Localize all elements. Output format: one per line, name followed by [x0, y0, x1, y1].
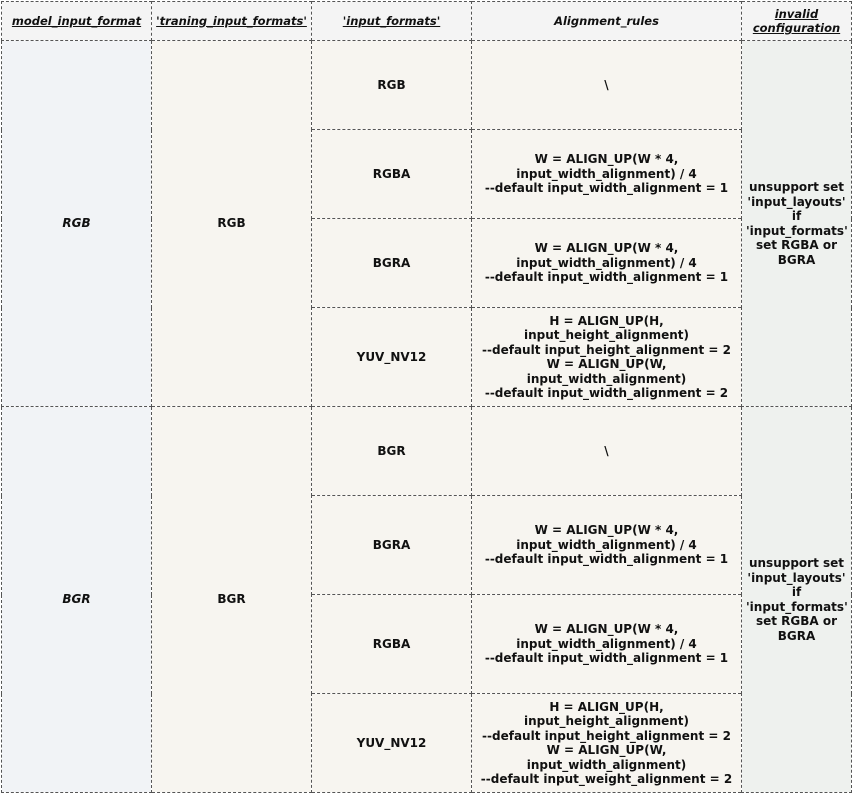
alignment-rule-cell: [472, 41, 742, 130]
alignment-rules-table: [1, 1, 852, 793]
model-input-format-cell: BGR: [2, 407, 152, 793]
invalid-configuration-line: 'input_formats': [746, 599, 848, 614]
alignment-rule-line: --default input_width_alignment = 1: [484, 651, 729, 666]
alignment-rule-line: input_width_alignment) / 4: [516, 255, 697, 270]
alignment-rule-cell: [472, 308, 742, 407]
alignment-rule-line: --default input_width_alignment = 1: [484, 181, 729, 196]
input-format-cell: BGRA: [312, 219, 472, 308]
header-training-input-formats: 'traning_input_formats': [152, 2, 312, 41]
alignment-rule-line: input_height_alignment): [523, 714, 690, 728]
alignment-rule-line: H = ALIGN_UP(H,: [549, 699, 664, 714]
alignment-rule-line: --default input_width_alignment = 1: [484, 270, 729, 285]
alignment-rule-line: H = ALIGN_UP(H,: [549, 313, 664, 328]
alignment-rule-line: W = ALIGN_UP(W,: [546, 357, 667, 371]
invalid-configuration-line: BGRA: [777, 252, 816, 267]
invalid-configuration-line: 'input_layouts': [747, 570, 846, 585]
alignment-rule-line: --default input_height_alignment = 2: [482, 728, 731, 743]
alignment-rule-cell: [472, 595, 742, 694]
invalid-configuration-line: unsupport set: [748, 180, 845, 194]
invalid-configuration-line: 'input_layouts': [747, 194, 846, 209]
alignment-rule-line: input_width_alignment) / 4: [516, 166, 697, 181]
input-format-cell: BGRA: [312, 496, 472, 595]
invalid-configuration-line: 'input_formats': [746, 223, 848, 238]
alignment-rule-line: W = ALIGN_UP(W * 4,: [534, 152, 679, 167]
invalid-configuration-line: set RGBA or: [755, 238, 838, 252]
alignment-rule-line: \: [604, 77, 609, 92]
header-alignment-rules: Alignment_rules: [472, 2, 742, 41]
input-format-cell: YUV_NV12: [312, 694, 472, 793]
alignment-rule-line: --default input_width_alignment = 2: [484, 386, 729, 400]
alignment-rule-cell: [472, 496, 742, 595]
alignment-rule-line: --default input_weight_alignment = 2: [480, 772, 733, 786]
alignment-rule-cell: [472, 219, 742, 308]
invalid-configuration-cell: [742, 407, 852, 793]
invalid-configuration-line: unsupport set: [748, 556, 845, 570]
header-invalid-line: configuration: [752, 21, 841, 35]
invalid-configuration-line: set RGBA or: [755, 614, 838, 628]
alignment-rule-line: --default input_height_alignment = 2: [482, 342, 731, 357]
invalid-configuration-line: if: [791, 585, 802, 599]
table-row: [2, 41, 852, 130]
header-input-formats: 'input_formats': [312, 2, 472, 41]
table-body: [2, 41, 852, 793]
invalid-configuration-cell: [742, 41, 852, 407]
header-row: [2, 2, 852, 41]
invalid-configuration-line: BGRA: [777, 628, 816, 643]
input-format-cell: BGR: [312, 407, 472, 496]
alignment-rule-cell: [472, 130, 742, 219]
alignment-rule-cell: [472, 694, 742, 793]
alignment-rule-line: W = ALIGN_UP(W,: [546, 743, 667, 757]
input-format-cell: RGBA: [312, 595, 472, 694]
alignment-rule-line: input_height_alignment): [523, 328, 690, 342]
alignment-rule-cell: [472, 407, 742, 496]
invalid-configuration-line: if: [791, 209, 802, 223]
header-model-input-format: model_input_format: [2, 2, 152, 41]
alignment-rule-line: --default input_width_alignment = 1: [484, 552, 729, 567]
input-format-cell: YUV_NV12: [312, 308, 472, 407]
alignment-rule-line: W = ALIGN_UP(W * 4,: [534, 622, 679, 637]
alignment-rule-line: W = ALIGN_UP(W * 4,: [534, 241, 679, 256]
training-input-format-cell: BGR: [152, 407, 312, 793]
alignment-rule-line: W = ALIGN_UP(W * 4,: [534, 523, 679, 538]
alignment-rule-line: input_width_alignment): [526, 371, 687, 386]
header-invalid-configuration: [742, 2, 852, 41]
alignment-rule-line: input_width_alignment) / 4: [516, 537, 697, 552]
input-format-cell: RGB: [312, 41, 472, 130]
table-row: [2, 407, 852, 496]
alignment-rule-line: \: [604, 443, 609, 458]
header-invalid-line: invalid: [774, 6, 819, 21]
alignment-rule-line: input_width_alignment) / 4: [516, 636, 697, 651]
training-input-format-cell: RGB: [152, 41, 312, 407]
input-format-cell: RGBA: [312, 130, 472, 219]
model-input-format-cell: RGB: [2, 41, 152, 407]
alignment-rule-line: input_width_alignment): [526, 757, 687, 772]
